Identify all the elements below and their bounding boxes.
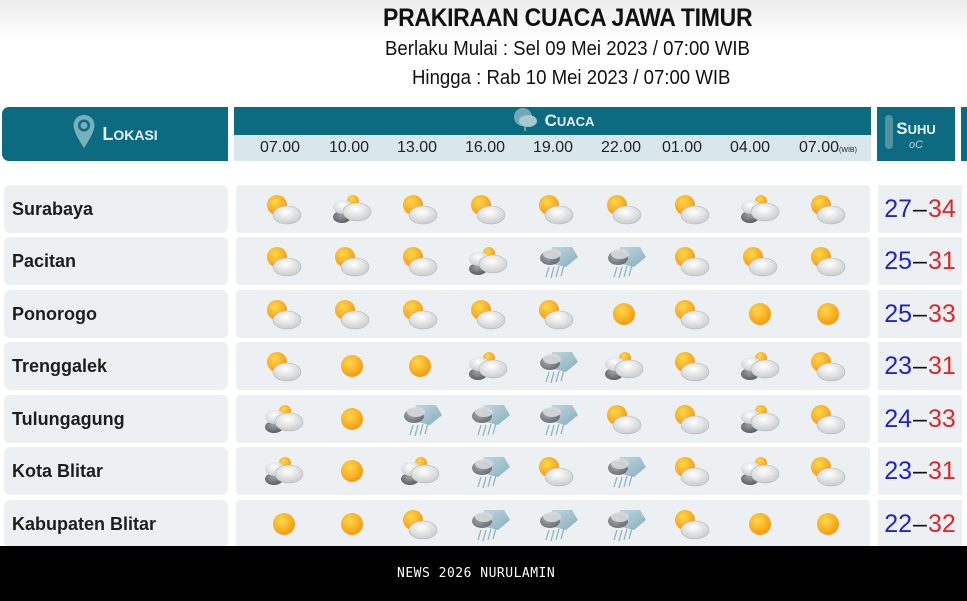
cloudy-icon (260, 401, 308, 437)
partly-cloudy-icon (668, 453, 716, 489)
partly-cloudy-icon (532, 453, 580, 489)
min-temp: 24 (884, 404, 913, 433)
partly-cloudy-icon (668, 243, 716, 279)
sunny-icon (328, 453, 376, 489)
valid-until: Hingga : Rab 10 Mei 2023 / 07:00 WIB (412, 67, 731, 89)
max-temp: 34 (927, 194, 956, 223)
time-slot-7: 04.00 (730, 139, 771, 156)
temperature-column-header (877, 107, 955, 161)
cloudy-icon (260, 453, 308, 489)
temperature-range (878, 342, 962, 390)
partly-cloudy-icon (668, 348, 716, 384)
table-row (0, 290, 967, 338)
sunny-icon (804, 506, 852, 542)
location-name: Kota Blitar (4, 447, 228, 495)
sunny-icon (736, 296, 784, 332)
rain-icon (464, 506, 512, 542)
weather-icons-cell (236, 290, 870, 338)
partly-cloudy-icon (600, 191, 648, 227)
time-slot-4: 19.00 (533, 139, 574, 156)
table-row (0, 342, 967, 390)
weather-icons-cell (236, 185, 870, 233)
time-slot-0: 07.00 (260, 139, 301, 156)
max-temp: 31 (927, 351, 956, 380)
cloudy-icon (736, 401, 784, 437)
min-temp: 27 (884, 194, 913, 223)
partly-cloudy-icon (668, 191, 716, 227)
location-name: Tulungagung (4, 395, 228, 443)
partly-cloudy-icon (396, 506, 444, 542)
partly-cloudy-icon (804, 191, 852, 227)
partly-cloudy-icon (804, 401, 852, 437)
max-temp: 31 (927, 456, 956, 485)
rain-icon (464, 401, 512, 437)
cloudy-icon (396, 453, 444, 489)
table-row (0, 500, 967, 548)
weather-cloud-sun-icon (511, 106, 539, 137)
partly-cloudy-icon (328, 243, 376, 279)
sunny-icon (328, 348, 376, 384)
location-column-header (2, 107, 228, 161)
rain-icon (532, 243, 580, 279)
cloudy-icon (328, 191, 376, 227)
weather-icons-cell (236, 237, 870, 285)
table-row (0, 237, 967, 285)
temperature-range (878, 237, 962, 285)
valid-from: Berlaku Mulai : Sel 09 Mei 2023 / 07:00 WIB (385, 38, 750, 60)
weather-icons-cell (236, 500, 870, 548)
time-slot-6: 01.00 (662, 139, 703, 156)
location-name: Surabaya (4, 185, 228, 233)
weather-column-header (234, 107, 871, 161)
sunny-icon (396, 348, 444, 384)
cloudy-icon (600, 348, 648, 384)
sunny-icon (600, 296, 648, 332)
table-row (0, 395, 967, 443)
cloudy-icon (736, 191, 784, 227)
rain-icon (396, 401, 444, 437)
time-zone-suffix: (WIB) (839, 147, 857, 154)
temperature-range (878, 290, 962, 338)
table-row (0, 447, 967, 495)
time-slot-8: 07.00(WIB) (799, 139, 857, 156)
temperature-range (878, 185, 962, 233)
rain-icon (600, 506, 648, 542)
temperature-range (878, 395, 962, 443)
partly-cloudy-icon (260, 296, 308, 332)
time-slot-2: 13.00 (397, 139, 438, 156)
range-dash: – (913, 246, 927, 275)
cloudy-icon (736, 348, 784, 384)
time-slots-bar (234, 135, 871, 161)
range-dash: – (913, 194, 927, 223)
rain-icon (532, 401, 580, 437)
partly-cloudy-icon (668, 296, 716, 332)
range-dash: – (913, 404, 927, 433)
sunny-icon (260, 506, 308, 542)
thermometer-icon (885, 115, 893, 149)
range-dash: – (913, 351, 927, 380)
sunny-icon (328, 401, 376, 437)
page-title: PRAKIRAAN CUACA JAWA TIMUR (383, 4, 753, 32)
range-dash: – (913, 299, 927, 328)
min-temp: 25 (884, 299, 913, 328)
partly-cloudy-icon (328, 296, 376, 332)
partly-cloudy-icon (804, 243, 852, 279)
footer-bar (0, 546, 967, 601)
max-temp: 33 (927, 404, 956, 433)
cloudy-icon (464, 348, 512, 384)
range-dash: – (913, 509, 927, 538)
rain-icon (600, 453, 648, 489)
min-temp: 23 (884, 456, 913, 485)
rain-icon (464, 453, 512, 489)
location-name: Kabupaten Blitar (4, 500, 228, 548)
range-dash: – (913, 456, 927, 485)
weather-icons-cell (236, 342, 870, 390)
rain-icon (532, 348, 580, 384)
partly-cloudy-icon (464, 191, 512, 227)
partly-cloudy-icon (464, 296, 512, 332)
partly-cloudy-icon (532, 191, 580, 227)
max-temp: 32 (927, 509, 956, 538)
sunny-icon (736, 506, 784, 542)
min-temp: 22 (884, 509, 913, 538)
sunny-icon (804, 296, 852, 332)
temperature-header-label: SUHU (896, 119, 936, 138)
max-temp: 33 (927, 299, 956, 328)
cloudy-icon (736, 453, 784, 489)
min-temp: 25 (884, 246, 913, 275)
partly-cloudy-icon (668, 506, 716, 542)
header-edge (961, 107, 967, 161)
time-slot-1: 10.00 (329, 139, 370, 156)
partly-cloudy-icon (260, 191, 308, 227)
sunny-icon (328, 506, 376, 542)
time-slot-5: 22.00 (601, 139, 642, 156)
weather-icons-cell (236, 447, 870, 495)
min-temp: 23 (884, 351, 913, 380)
location-name: Pacitan (4, 237, 228, 285)
partly-cloudy-icon (396, 243, 444, 279)
partly-cloudy-icon (600, 401, 648, 437)
partly-cloudy-icon (804, 453, 852, 489)
cloudy-icon (464, 243, 512, 279)
partly-cloudy-icon (736, 243, 784, 279)
time-slot-3: 16.00 (465, 139, 506, 156)
max-temp: 31 (927, 246, 956, 275)
location-pin-icon (72, 114, 96, 155)
temperature-range (878, 447, 962, 495)
partly-cloudy-icon (260, 243, 308, 279)
rain-icon (600, 243, 648, 279)
temperature-range (878, 500, 962, 548)
table-row (0, 185, 967, 233)
partly-cloudy-icon (804, 348, 852, 384)
weather-icons-cell (236, 395, 870, 443)
partly-cloudy-icon (260, 348, 308, 384)
partly-cloudy-icon (532, 296, 580, 332)
weather-header-label: CUACA (544, 111, 595, 130)
location-name: Trenggalek (4, 342, 228, 390)
partly-cloudy-icon (668, 401, 716, 437)
watermark-text: NEWS 2026 NURULAMIN (397, 566, 556, 581)
partly-cloudy-icon (396, 191, 444, 227)
location-header-label: LOKASI (102, 123, 158, 144)
rain-icon (532, 506, 580, 542)
temperature-unit: oC (908, 139, 924, 151)
location-name: Ponorogo (4, 290, 228, 338)
partly-cloudy-icon (396, 296, 444, 332)
